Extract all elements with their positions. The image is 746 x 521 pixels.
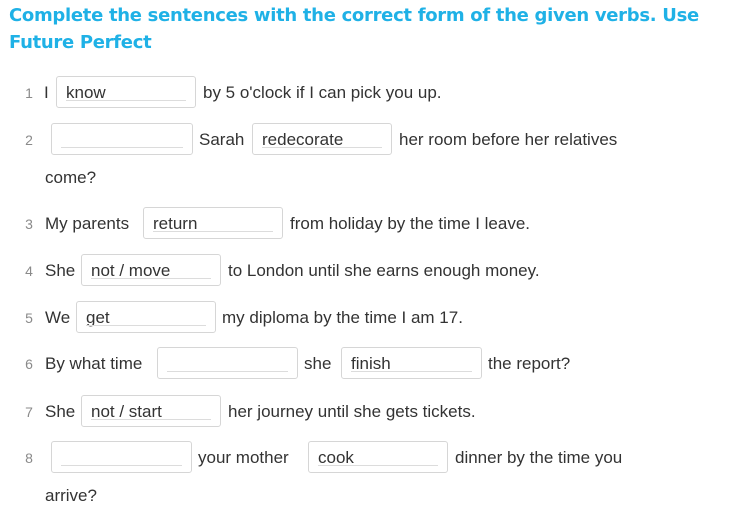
sentence-2-continued: come?: [45, 168, 97, 187]
sentence-5: [0, 301, 746, 335]
sentence-text: by 5 o'clock if I can pick you up.: [203, 83, 442, 102]
answer-input[interactable]: [308, 441, 448, 473]
sentence-text: We: [45, 308, 71, 327]
sentence-text: she: [304, 354, 332, 373]
sentence-1: [0, 76, 746, 110]
item-number: 8: [25, 450, 33, 466]
answer-input[interactable]: [76, 301, 216, 333]
answer-input[interactable]: [56, 76, 196, 108]
sentence-text: My parents: [45, 214, 130, 233]
sentence-3: [0, 207, 746, 241]
item-number: 5: [25, 310, 33, 326]
item-number: 2: [25, 132, 33, 148]
verb-hint: know: [66, 83, 106, 102]
answer-input[interactable]: [143, 207, 283, 239]
sentence-7: [0, 395, 746, 429]
sentence-text: your mother: [198, 448, 289, 467]
answer-input[interactable]: [81, 254, 221, 286]
sentence-text: I: [44, 83, 49, 102]
sentence-text: the report?: [488, 354, 571, 373]
item-number: 3: [25, 216, 33, 232]
answer-input[interactable]: [252, 123, 392, 155]
verb-hint: get: [86, 308, 110, 327]
verb-hint: not / move: [91, 261, 171, 280]
item-number: 4: [25, 263, 33, 279]
sentence-text: to London until she earns enough money.: [228, 261, 540, 280]
sentence-8: [0, 441, 746, 475]
verb-hint: cook: [318, 448, 354, 467]
sentence-4: [0, 254, 746, 288]
sentence-text: By what time: [45, 354, 143, 373]
sentence-text: dinner by the time you: [455, 448, 623, 467]
answer-input[interactable]: [81, 395, 221, 427]
sentence-8-continued: arrive?: [45, 486, 97, 505]
sentence-text: Sarah: [199, 130, 245, 149]
answer-input[interactable]: [51, 123, 193, 155]
sentence-text: from holiday by the time I leave.: [290, 214, 531, 233]
item-number: 1: [25, 85, 33, 101]
sentence-text: my diploma by the time I am 17.: [222, 308, 463, 327]
item-number: 6: [25, 356, 33, 372]
verb-hint: redecorate: [262, 130, 344, 149]
sentence-2: [0, 123, 746, 157]
sentence-text: her room before her relatives: [399, 130, 618, 149]
sentence-text: her journey until she gets tickets.: [228, 402, 476, 421]
exercise-title: Complete the sentences with the correct form of the given verbs. Use Future Perfect: [9, 5, 699, 53]
answer-input[interactable]: [157, 347, 298, 379]
answer-input[interactable]: [51, 441, 192, 473]
sentence-6: [0, 347, 746, 381]
item-number: 7: [25, 404, 33, 420]
sentence-text: She: [45, 261, 76, 280]
answer-input[interactable]: [341, 347, 482, 379]
sentence-text: She: [45, 402, 76, 421]
verb-hint: finish: [351, 354, 391, 373]
verb-hint: not / start: [91, 402, 162, 421]
verb-hint: return: [153, 214, 198, 233]
